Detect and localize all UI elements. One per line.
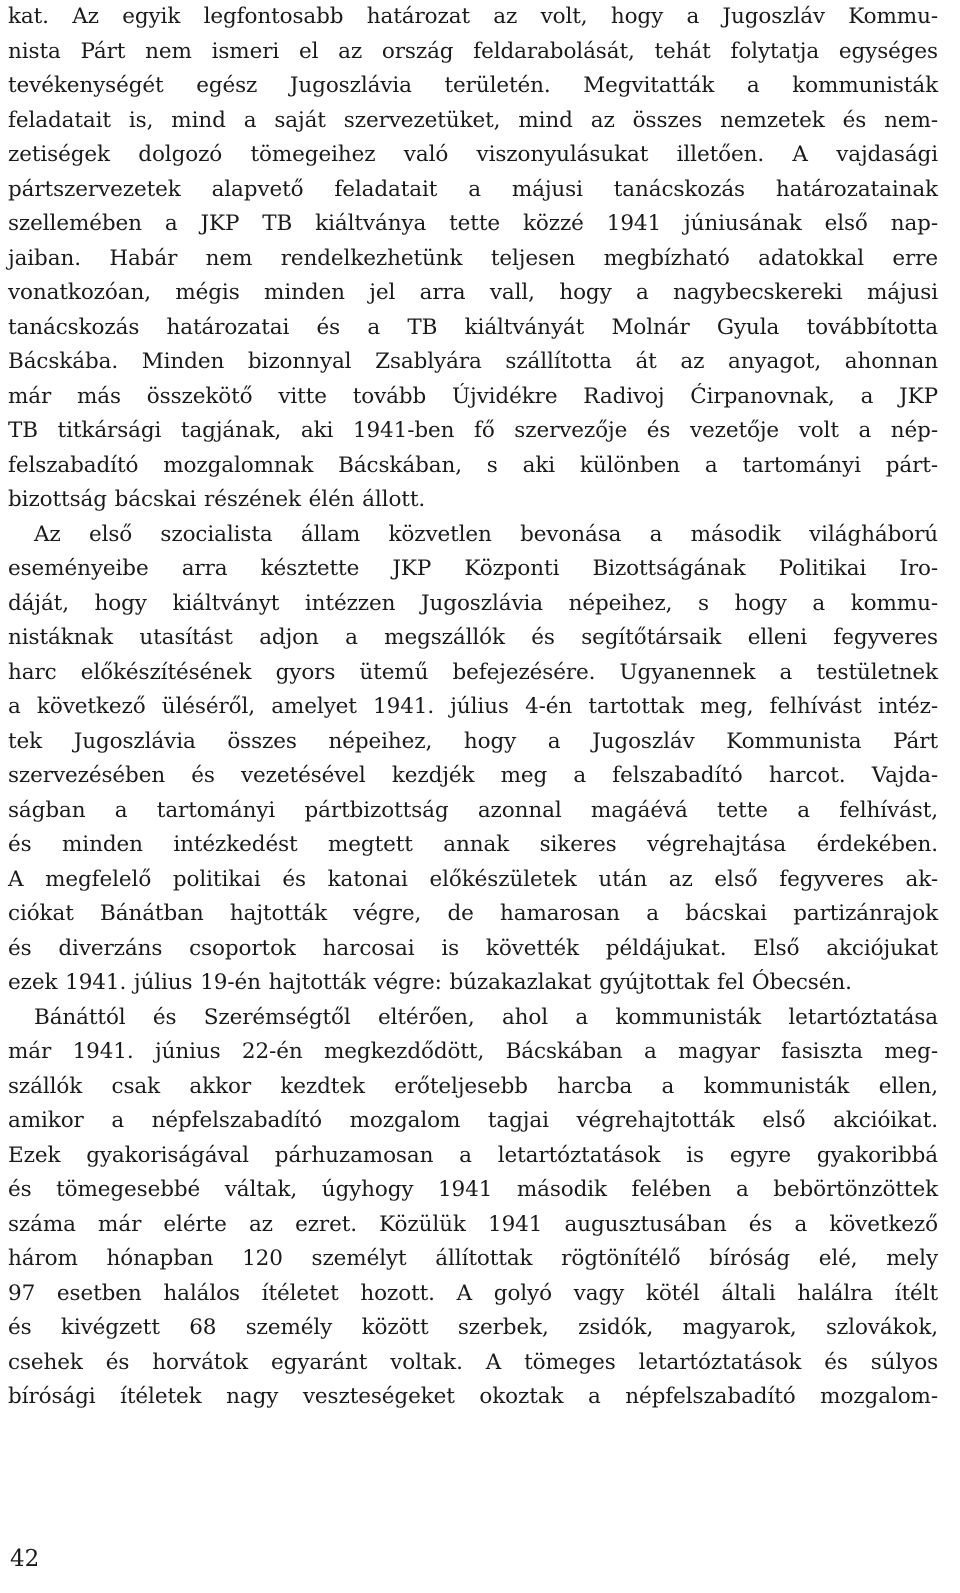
text-line: harc előkészítésének gyors ütemű befejezésére. Ugyanennek a testületnek bbox=[8, 659, 938, 685]
text-line: ezek 1941. július 19-én hajtották végre: búzakazlakat gyújtottak fel Óbecsén. bbox=[8, 970, 852, 995]
text-line: Bácskába. Minden bizonnyal Zsablyára szállította át az anyagot, ahonnan bbox=[8, 349, 938, 374]
text-line: ciókat Bánátban hajtották végre, de hamarosan a bácskai partizánrajok bbox=[8, 901, 938, 926]
text-line: és kivégzett 68 személy között szerbek, zsidók, magyarok, szlovákok, bbox=[8, 1315, 938, 1340]
text-line: zetiségek dolgozó tömegeihez való viszonyulásukat illetően. A vajdasági bbox=[8, 142, 938, 167]
text-line: ságban a tartományi pártbizottság azonnal magáévá tette a felhívást, bbox=[8, 797, 938, 823]
text-line: már más összekötő vitte tovább Újvidékre Radivoj Ćirpanovnak, a JKP bbox=[8, 383, 938, 409]
paragraph-2 bbox=[8, 518, 938, 1001]
text-line: száma már elérte az ezret. Közülük 1941 augusztusában és a következő bbox=[8, 1211, 938, 1237]
text-line: Ezek gyakoriságával párhuzamosan a letartóztatások is egyre gyakoribbá bbox=[8, 1142, 938, 1168]
text-line: már 1941. június 22-én megkezdődött, Bácskában a magyar fasiszta meg- bbox=[8, 1039, 938, 1064]
text-line: bírósági ítéletek nagy veszteségeket okoztak a népfelszabadító mozgalom- bbox=[8, 1384, 938, 1409]
text-line: bizottság bácskai részének élén állott. bbox=[8, 487, 426, 512]
text-line: és diverzáns csoportok harcosai is követték példájukat. Első akciójukat bbox=[8, 935, 938, 961]
text-line: szervezésében és vezetésével kezdjék meg a felszabadító harcot. Vajda- bbox=[8, 763, 938, 788]
text-line: szellemében a JKP TB kiáltványa tette közzé 1941 júniusának első nap- bbox=[8, 211, 938, 236]
text-line: TB titkársági tagjának, aki 1941-ben fő szervezője és vezetője volt a nép- bbox=[8, 418, 938, 443]
text-line: pártszervezetek alapvető feladatait a májusi tanácskozás határozatainak bbox=[8, 176, 938, 202]
paragraph-1 bbox=[8, 0, 938, 518]
text-line: tevékenységét egész Jugoszlávia területén. Megvitatták a kommunisták bbox=[8, 73, 938, 98]
body-text bbox=[8, 0, 938, 1415]
text-line: eseményeibe arra késztette JKP Központi Bizottságának Politikai Iro- bbox=[8, 556, 938, 581]
text-line: nista Párt nem ismeri el az ország feldarabolását, tehát folytatja egységes bbox=[8, 38, 938, 64]
text-line: tanácskozás határozatai és a TB kiáltványát Molnár Gyula továbbította bbox=[8, 314, 938, 340]
page-number: 42 bbox=[10, 1546, 40, 1572]
text-line: dáját, hogy kiáltványt intézzen Jugoszlávia népeihez, s hogy a kommu- bbox=[8, 590, 938, 616]
text-line: feladatait is, mind a saját szervezetüket, mind az összes nemzetek és nem- bbox=[8, 107, 938, 133]
text-line: felszabadító mozgalomnak Bácskában, s aki különben a tartományi párt- bbox=[8, 452, 938, 478]
text-line: kat. Az egyik legfontosabb határozat az volt, hogy a Jugoszláv Kommu- bbox=[8, 4, 938, 29]
paragraph-3 bbox=[8, 1001, 938, 1415]
text-line: A megfelelő politikai és katonai előkészületek után az első fegyveres ak- bbox=[8, 866, 938, 892]
text-line: jaiban. Habár nem rendelkezhetünk teljesen megbízható adatokkal erre bbox=[8, 245, 938, 271]
text-line: nistáknak utasítást adjon a megszállók és segítőtársaik elleni fegyveres bbox=[8, 625, 938, 650]
text-line: vonatkozóan, mégis minden jel arra vall, hogy a nagybecskereki májusi bbox=[8, 280, 938, 305]
text-line: szállók csak akkor kezdtek erőteljesebb harcba a kommunisták ellen, bbox=[8, 1073, 938, 1099]
text-line: a következő üléséről, amelyet 1941. július 4-én tartottak meg, felhívást intéz- bbox=[8, 694, 938, 719]
text-line: csehek és horvátok egyaránt voltak. A tömeges letartóztatások és súlyos bbox=[8, 1349, 938, 1375]
text-line: három hónapban 120 személyt állítottak rögtönítélő bíróság elé, mely bbox=[8, 1246, 938, 1271]
text-line: amikor a népfelszabadító mozgalom tagjai végrehajtották első akcióikat. bbox=[8, 1108, 938, 1133]
text-line: tek Jugoszlávia összes népeihez, hogy a Jugoszláv Kommunista Párt bbox=[8, 728, 938, 754]
text-line: Bánáttól és Szerémségtől eltérően, ahol a kommunisták letartóztatása bbox=[34, 1004, 938, 1030]
text-line: és minden intézkedést megtett annak sikeres végrehajtása érdekében. bbox=[8, 832, 938, 857]
text-line: 97 esetben halálos ítéletet hozott. A golyó vagy kötél általi halálra ítélt bbox=[8, 1280, 938, 1306]
text-line: és tömegesebbé váltak, úgyhogy 1941 második felében a bebörtönzöttek bbox=[8, 1177, 938, 1202]
text-line: Az első szocialista állam közvetlen bevonása a második világháború bbox=[34, 521, 938, 547]
